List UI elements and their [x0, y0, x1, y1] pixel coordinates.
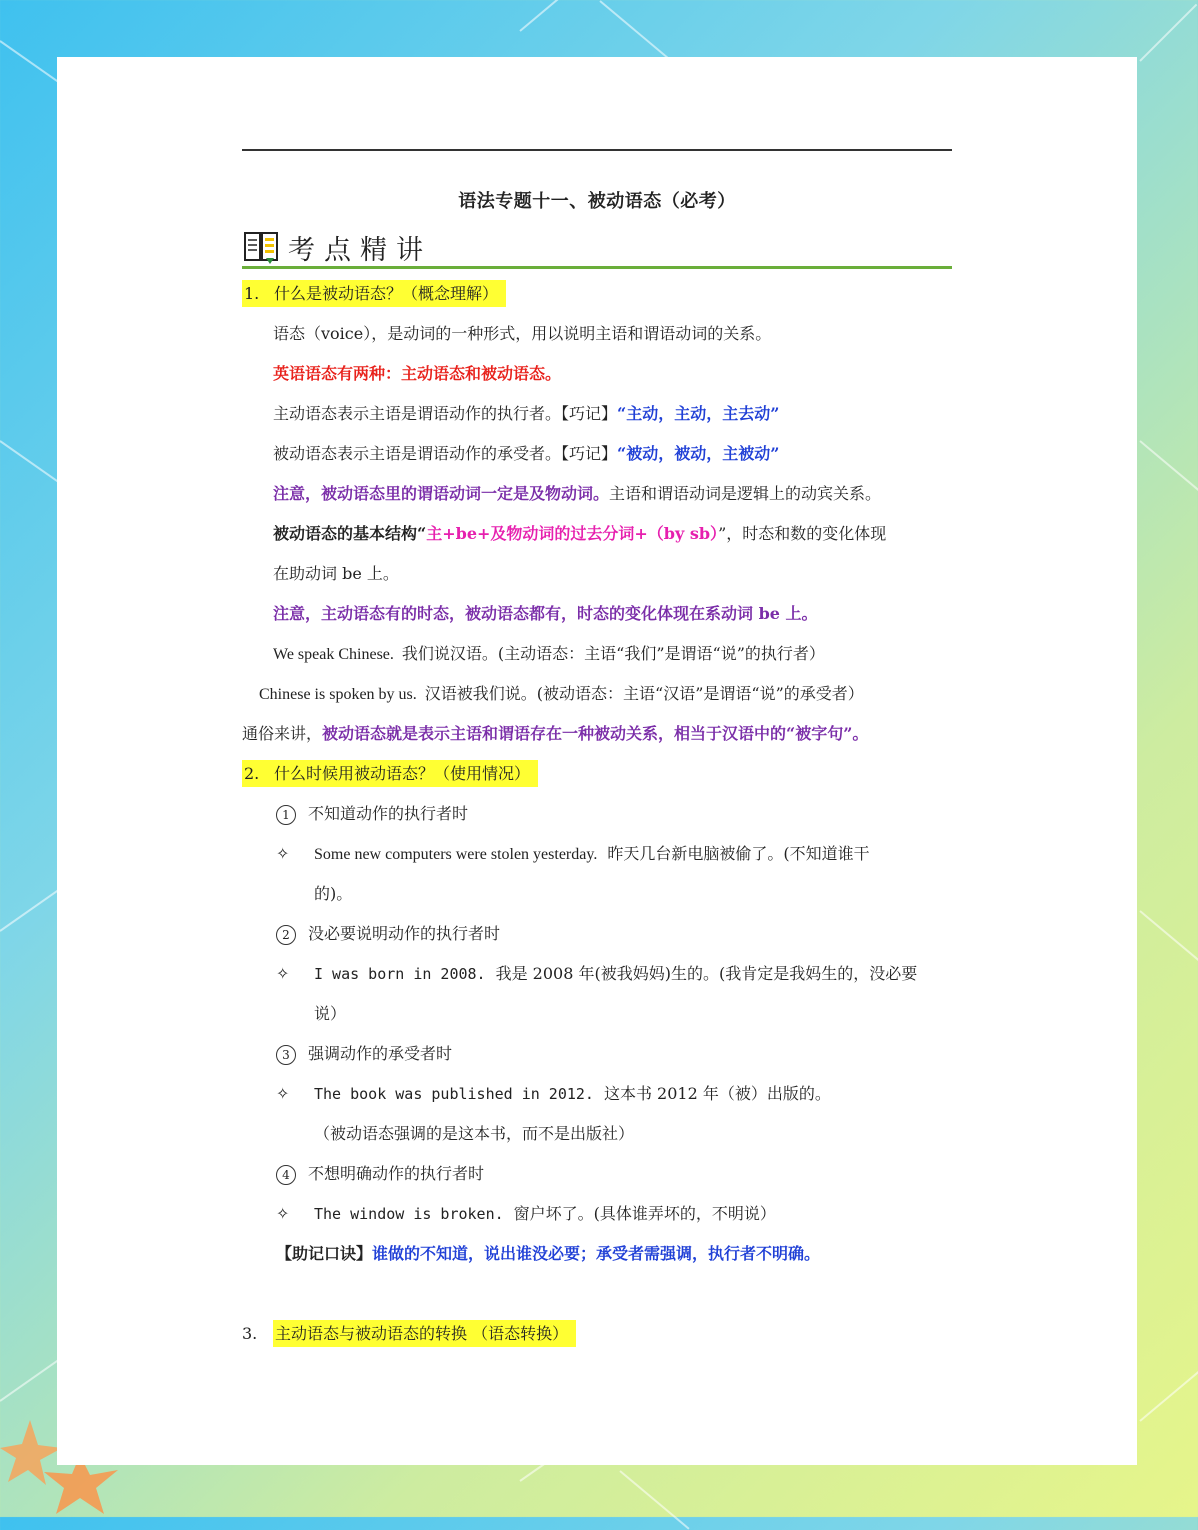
s1-text: 通俗来讲， [242, 724, 323, 743]
section-heading-rule [242, 266, 952, 269]
decor-line [1139, 910, 1198, 963]
s1-number: 1. [244, 284, 260, 303]
s1-summary: 被动语态就是表示主语和谓语存在一种被动关系，相当于汉语中的“被字句”。 [322, 724, 869, 743]
sparkle-bullet-icon: ✧ [276, 1084, 290, 1103]
decor-line [619, 1470, 689, 1529]
s2-example-cn: 这本书 2012 年（被）出版的。 [603, 1084, 831, 1103]
mnemonic-label: 【助记口诀】 [276, 1244, 373, 1263]
s2-example-en: The book was published in 2012. [314, 1085, 594, 1103]
sparkle-bullet-icon: ✧ [276, 844, 290, 863]
s2-item [276, 803, 468, 825]
circle-number-3: 3 [276, 1045, 296, 1065]
decor-line [599, 0, 669, 59]
circle-number-2: 2 [276, 925, 296, 945]
s2-item [276, 1163, 484, 1185]
s2-example [276, 963, 917, 985]
s2-example [276, 843, 870, 866]
s1-structure-formula: 主+be+及物动词的过去分词+（by sb） [426, 524, 719, 543]
s1-text: 语态（voice），是动词的一种形式，用以说明主语和谓语动词的关系。 [273, 324, 772, 343]
s2-example-cont [314, 1003, 346, 1025]
s1-text: ”，时态和数的变化体现 [718, 524, 887, 543]
s1-line [273, 363, 561, 385]
s1-example-en: Chinese is spoken by us. [259, 686, 417, 703]
s1-tip: “主动，主动，主去动” [617, 404, 780, 423]
book-icon [244, 230, 280, 264]
header-rule [242, 149, 952, 151]
s2-item [276, 923, 500, 945]
document-title: 语法专题十一、被动语态（必考） [458, 191, 736, 212]
s2-item [276, 1043, 452, 1065]
s1-line [273, 603, 818, 625]
s1-line [273, 563, 399, 585]
s1-example-en: We speak Chinese. [273, 646, 394, 663]
mnemonic-text: 谁做的不知道，说出谁没必要；承受者需强调，执行者不明确。 [372, 1244, 821, 1263]
s1-line [273, 643, 825, 666]
s1-tip: “被动，被动，主被动” [617, 444, 780, 463]
s3-heading-text: 主动语态与被动语态的转换 （语态转换） [273, 1320, 576, 1347]
s2-example-en: The window is broken. [314, 1205, 504, 1223]
s1-example-cn: 汉语被我们说。(被动语态：主语“汉语”是谓语“说”的承受者） [424, 684, 864, 703]
s3-number: 3. [242, 1324, 258, 1343]
s3-heading [242, 1323, 576, 1345]
s2-example-cn: 我是 2008 年(被我妈妈)生的。(我肯定是我妈生的，没必要 [495, 964, 918, 983]
s2-example-cn: 说） [314, 1004, 347, 1023]
decor-line [1139, 1369, 1198, 1422]
s2-heading-text: 什么时候用被动语态？（使用情况） [274, 764, 531, 783]
s2-example-cn: 昨天几台新电脑被偷了。(不知道谁干 [607, 844, 870, 863]
s1-note: 注意，主动语态有的时态，被动语态都有，时态的变化体现在系动词 be 上。 [273, 604, 818, 623]
s2-mnemonic [276, 1243, 820, 1265]
s1-text: 在助动词 be 上。 [273, 564, 399, 583]
s2-item-text: 不想明确动作的执行者时 [308, 1164, 485, 1183]
section-heading-text: 考点精讲 [288, 234, 432, 266]
s1-line [273, 323, 771, 345]
s2-example-en: I was born in 2008. [314, 965, 486, 983]
s2-example [276, 1203, 776, 1225]
s2-example-cont [314, 883, 352, 905]
s1-example-cn: 我们说汉语。(主动语态：主语“我们”是谓语“说”的执行者） [401, 644, 825, 663]
sparkle-bullet-icon: ✧ [276, 964, 290, 983]
s1-note: 注意，被动语态里的谓语动词一定是及物动词。 [273, 484, 610, 503]
s1-text: 主语和谓语动词是逻辑上的动宾关系。 [609, 484, 882, 503]
s2-item-text: 不知道动作的执行者时 [308, 804, 469, 823]
s1-text: 被动语态表示主语是谓语动作的承受者。【巧记】 [273, 444, 618, 463]
circle-number-4: 4 [276, 1165, 296, 1185]
s1-line [273, 403, 779, 425]
s2-item-text: 没必要说明动作的执行者时 [308, 924, 501, 943]
decor-line [519, 0, 589, 32]
sparkle-bullet-icon: ✧ [276, 1204, 290, 1223]
s1-text: 英语语态有两种：主动语态和被动语态。 [273, 364, 562, 383]
s1-line [273, 483, 881, 505]
s1-quote: “ [417, 524, 427, 543]
s1-text: 主动语态表示主语是谓语动作的执行者。【巧记】 [273, 404, 618, 423]
s2-example-en: Some new computers were stolen yesterday. [314, 846, 598, 863]
s1-heading [242, 283, 506, 305]
s2-example-cn: 窗户坏了。(具体谁弄坏的，不明说） [513, 1204, 776, 1223]
document-page [57, 57, 1137, 1465]
s2-example [276, 1083, 831, 1105]
section-heading [244, 227, 432, 267]
decor-line [1139, 4, 1197, 62]
s1-line [259, 683, 864, 706]
s1-heading-text: 什么是被动语态？（概念理解） [274, 284, 499, 303]
s1-line [273, 443, 779, 465]
s1-structure-label: 被动语态的基本结构 [273, 524, 418, 543]
circle-number-1: 1 [276, 805, 296, 825]
s2-example-cont [314, 1123, 634, 1145]
s1-line [273, 523, 886, 545]
s2-number: 2. [244, 764, 260, 783]
s2-example-cn: （被动语态强调的是这本书，而不是出版社） [314, 1124, 635, 1143]
decor-line [1139, 440, 1198, 493]
s2-heading [242, 763, 538, 785]
s1-line [242, 723, 868, 745]
s2-example-cn: 的)。 [314, 884, 353, 903]
s2-item-text: 强调动作的承受者时 [308, 1044, 453, 1063]
